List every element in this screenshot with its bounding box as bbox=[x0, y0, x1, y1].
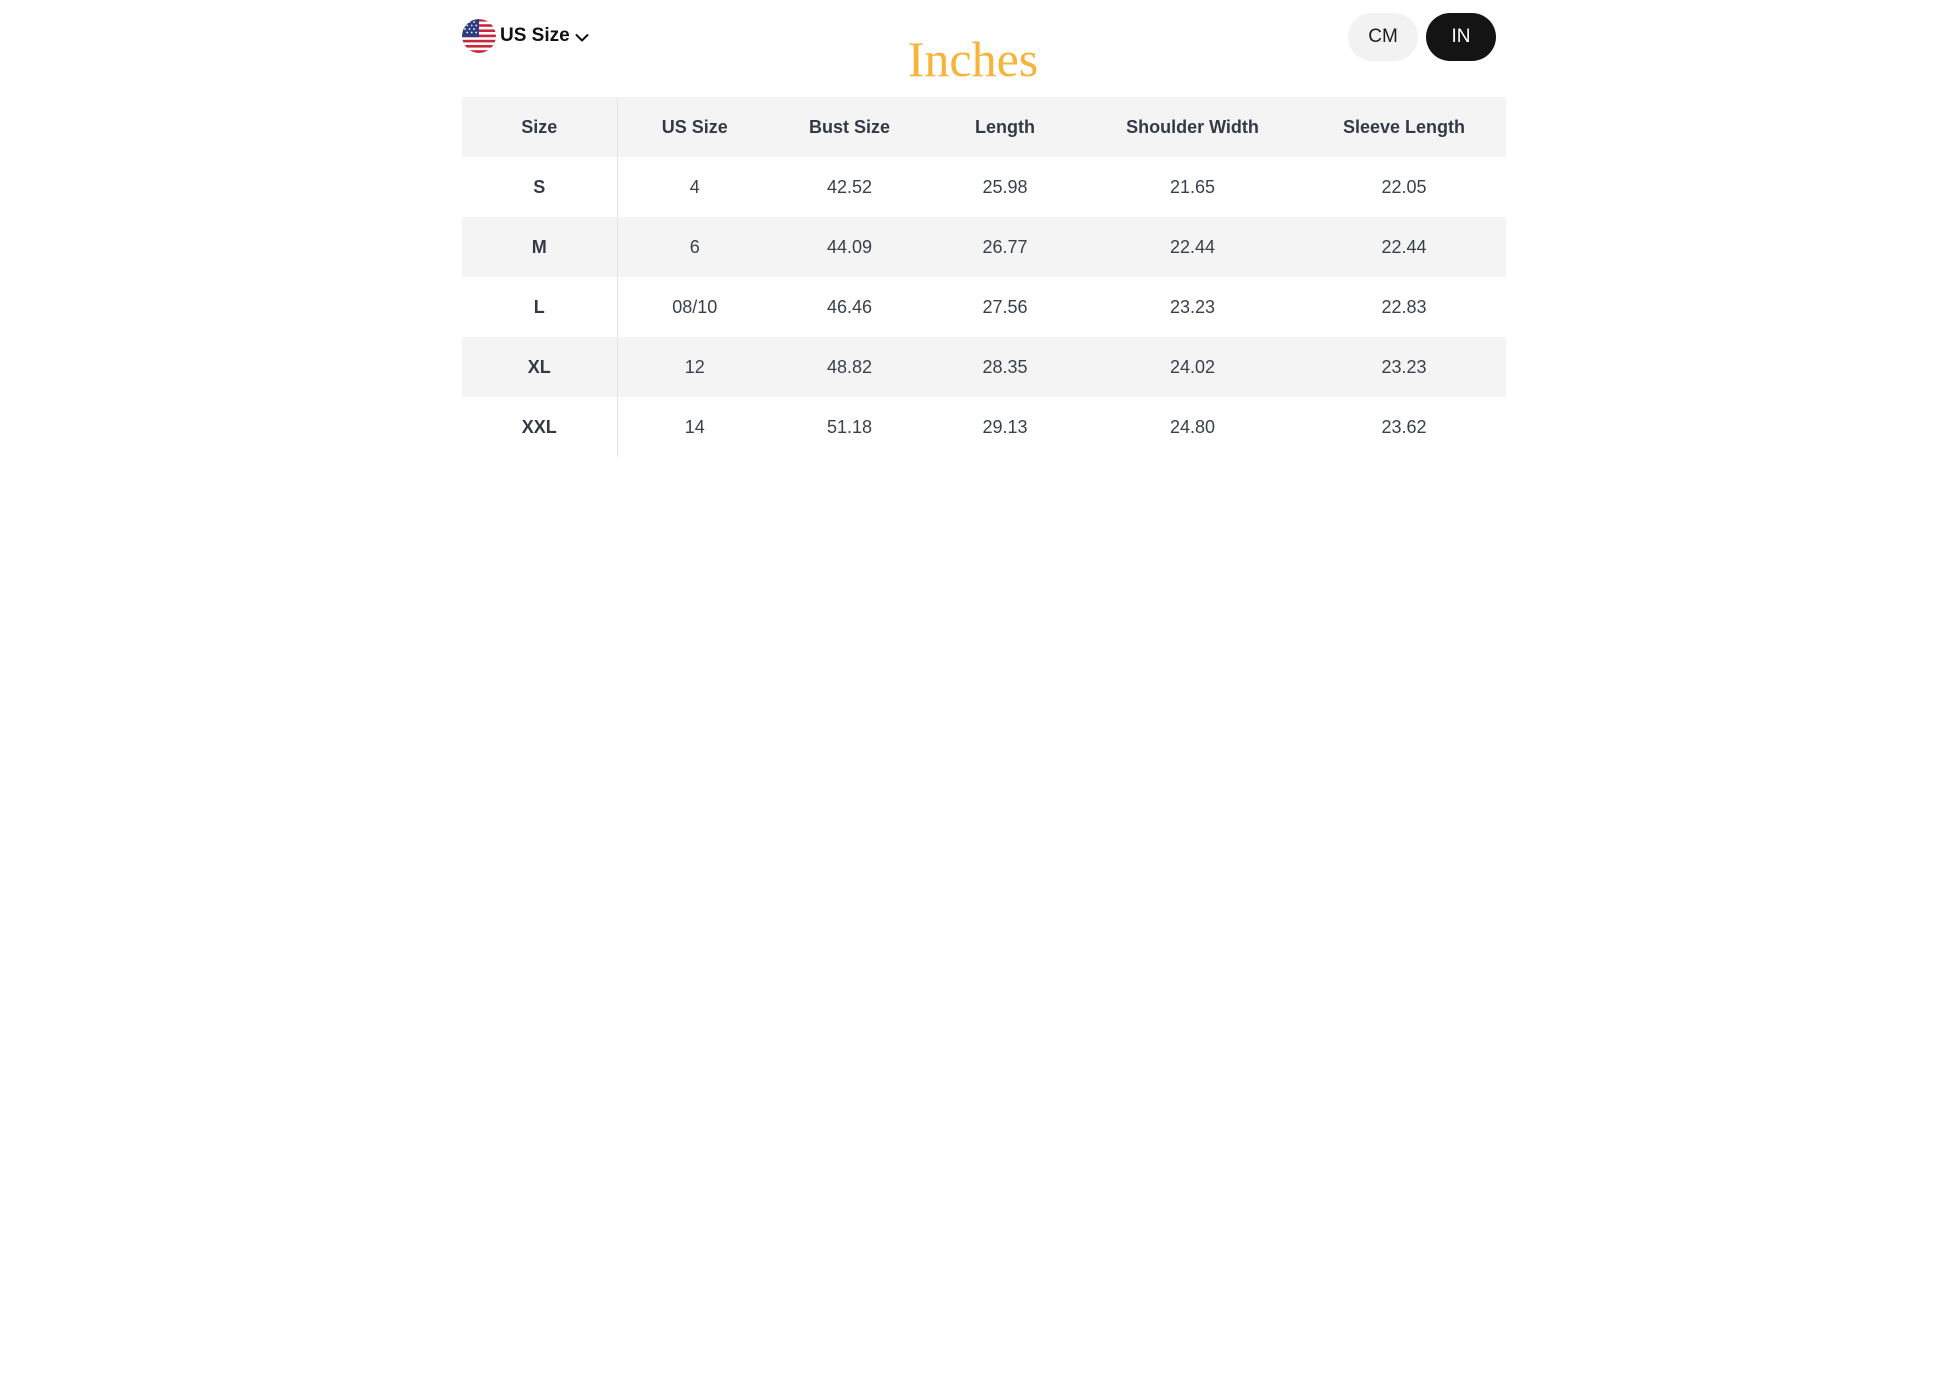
column-header: US Size bbox=[617, 97, 772, 157]
size-cell: XL bbox=[462, 337, 617, 397]
page-title: Inches bbox=[907, 31, 1039, 87]
table-cell: 23.62 bbox=[1381, 416, 1427, 437]
size-system-label: US Size bbox=[500, 25, 570, 46]
table-cell: 25.98 bbox=[982, 176, 1028, 197]
column-header: Length bbox=[927, 97, 1083, 157]
column-header: Bust Size bbox=[772, 97, 927, 157]
size-cell: S bbox=[462, 157, 617, 217]
column-header: Sleeve Length bbox=[1302, 97, 1506, 157]
table-cell: 26.77 bbox=[927, 217, 1083, 277]
table-cell: 24.02 bbox=[1083, 337, 1302, 397]
table-cell: 22.44 bbox=[1302, 217, 1506, 277]
table-cell: 46.46 bbox=[826, 296, 873, 317]
unit-in-button[interactable]: IN bbox=[1426, 13, 1496, 61]
table-cell: 48.82 bbox=[772, 337, 927, 397]
unit-toggle bbox=[1348, 13, 1496, 61]
table-cell: 29.13 bbox=[982, 416, 1028, 437]
table-cell: 23.23 bbox=[1169, 296, 1216, 317]
table-cell: 24.80 bbox=[1169, 416, 1216, 437]
table-row bbox=[462, 337, 1506, 397]
table-cell: 22.05 bbox=[1381, 176, 1427, 197]
table-cell: 44.09 bbox=[772, 217, 927, 277]
table-row bbox=[462, 397, 1506, 457]
table-cell: 42.52 bbox=[826, 176, 873, 197]
table-cell: 4 bbox=[689, 176, 700, 197]
table-cell: 27.56 bbox=[982, 296, 1028, 317]
table-cell: 6 bbox=[617, 217, 772, 277]
table-cell: 23.23 bbox=[1302, 337, 1506, 397]
table-row bbox=[462, 157, 1506, 217]
table-cell: 28.35 bbox=[927, 337, 1083, 397]
size-cell: M bbox=[462, 217, 617, 277]
table-cell: 22.83 bbox=[1381, 296, 1427, 317]
table-cell: 12 bbox=[617, 337, 772, 397]
table-cell: 51.18 bbox=[826, 416, 873, 437]
size-cell: L bbox=[462, 277, 617, 337]
table-header-row bbox=[462, 97, 1506, 157]
size-chart-table bbox=[462, 97, 1506, 457]
column-header: Shoulder Width bbox=[1083, 97, 1302, 157]
table-cell: 21.65 bbox=[1169, 176, 1216, 197]
table-cell: 22.44 bbox=[1083, 217, 1302, 277]
table-cell: 14 bbox=[684, 416, 705, 437]
table-row bbox=[462, 277, 1506, 337]
table-cell: 08/10 bbox=[672, 296, 718, 317]
table-row bbox=[462, 217, 1506, 277]
column-header: Size bbox=[462, 97, 617, 157]
size-cell: XXL bbox=[462, 397, 617, 457]
unit-cm-button[interactable]: CM bbox=[1348, 13, 1418, 61]
